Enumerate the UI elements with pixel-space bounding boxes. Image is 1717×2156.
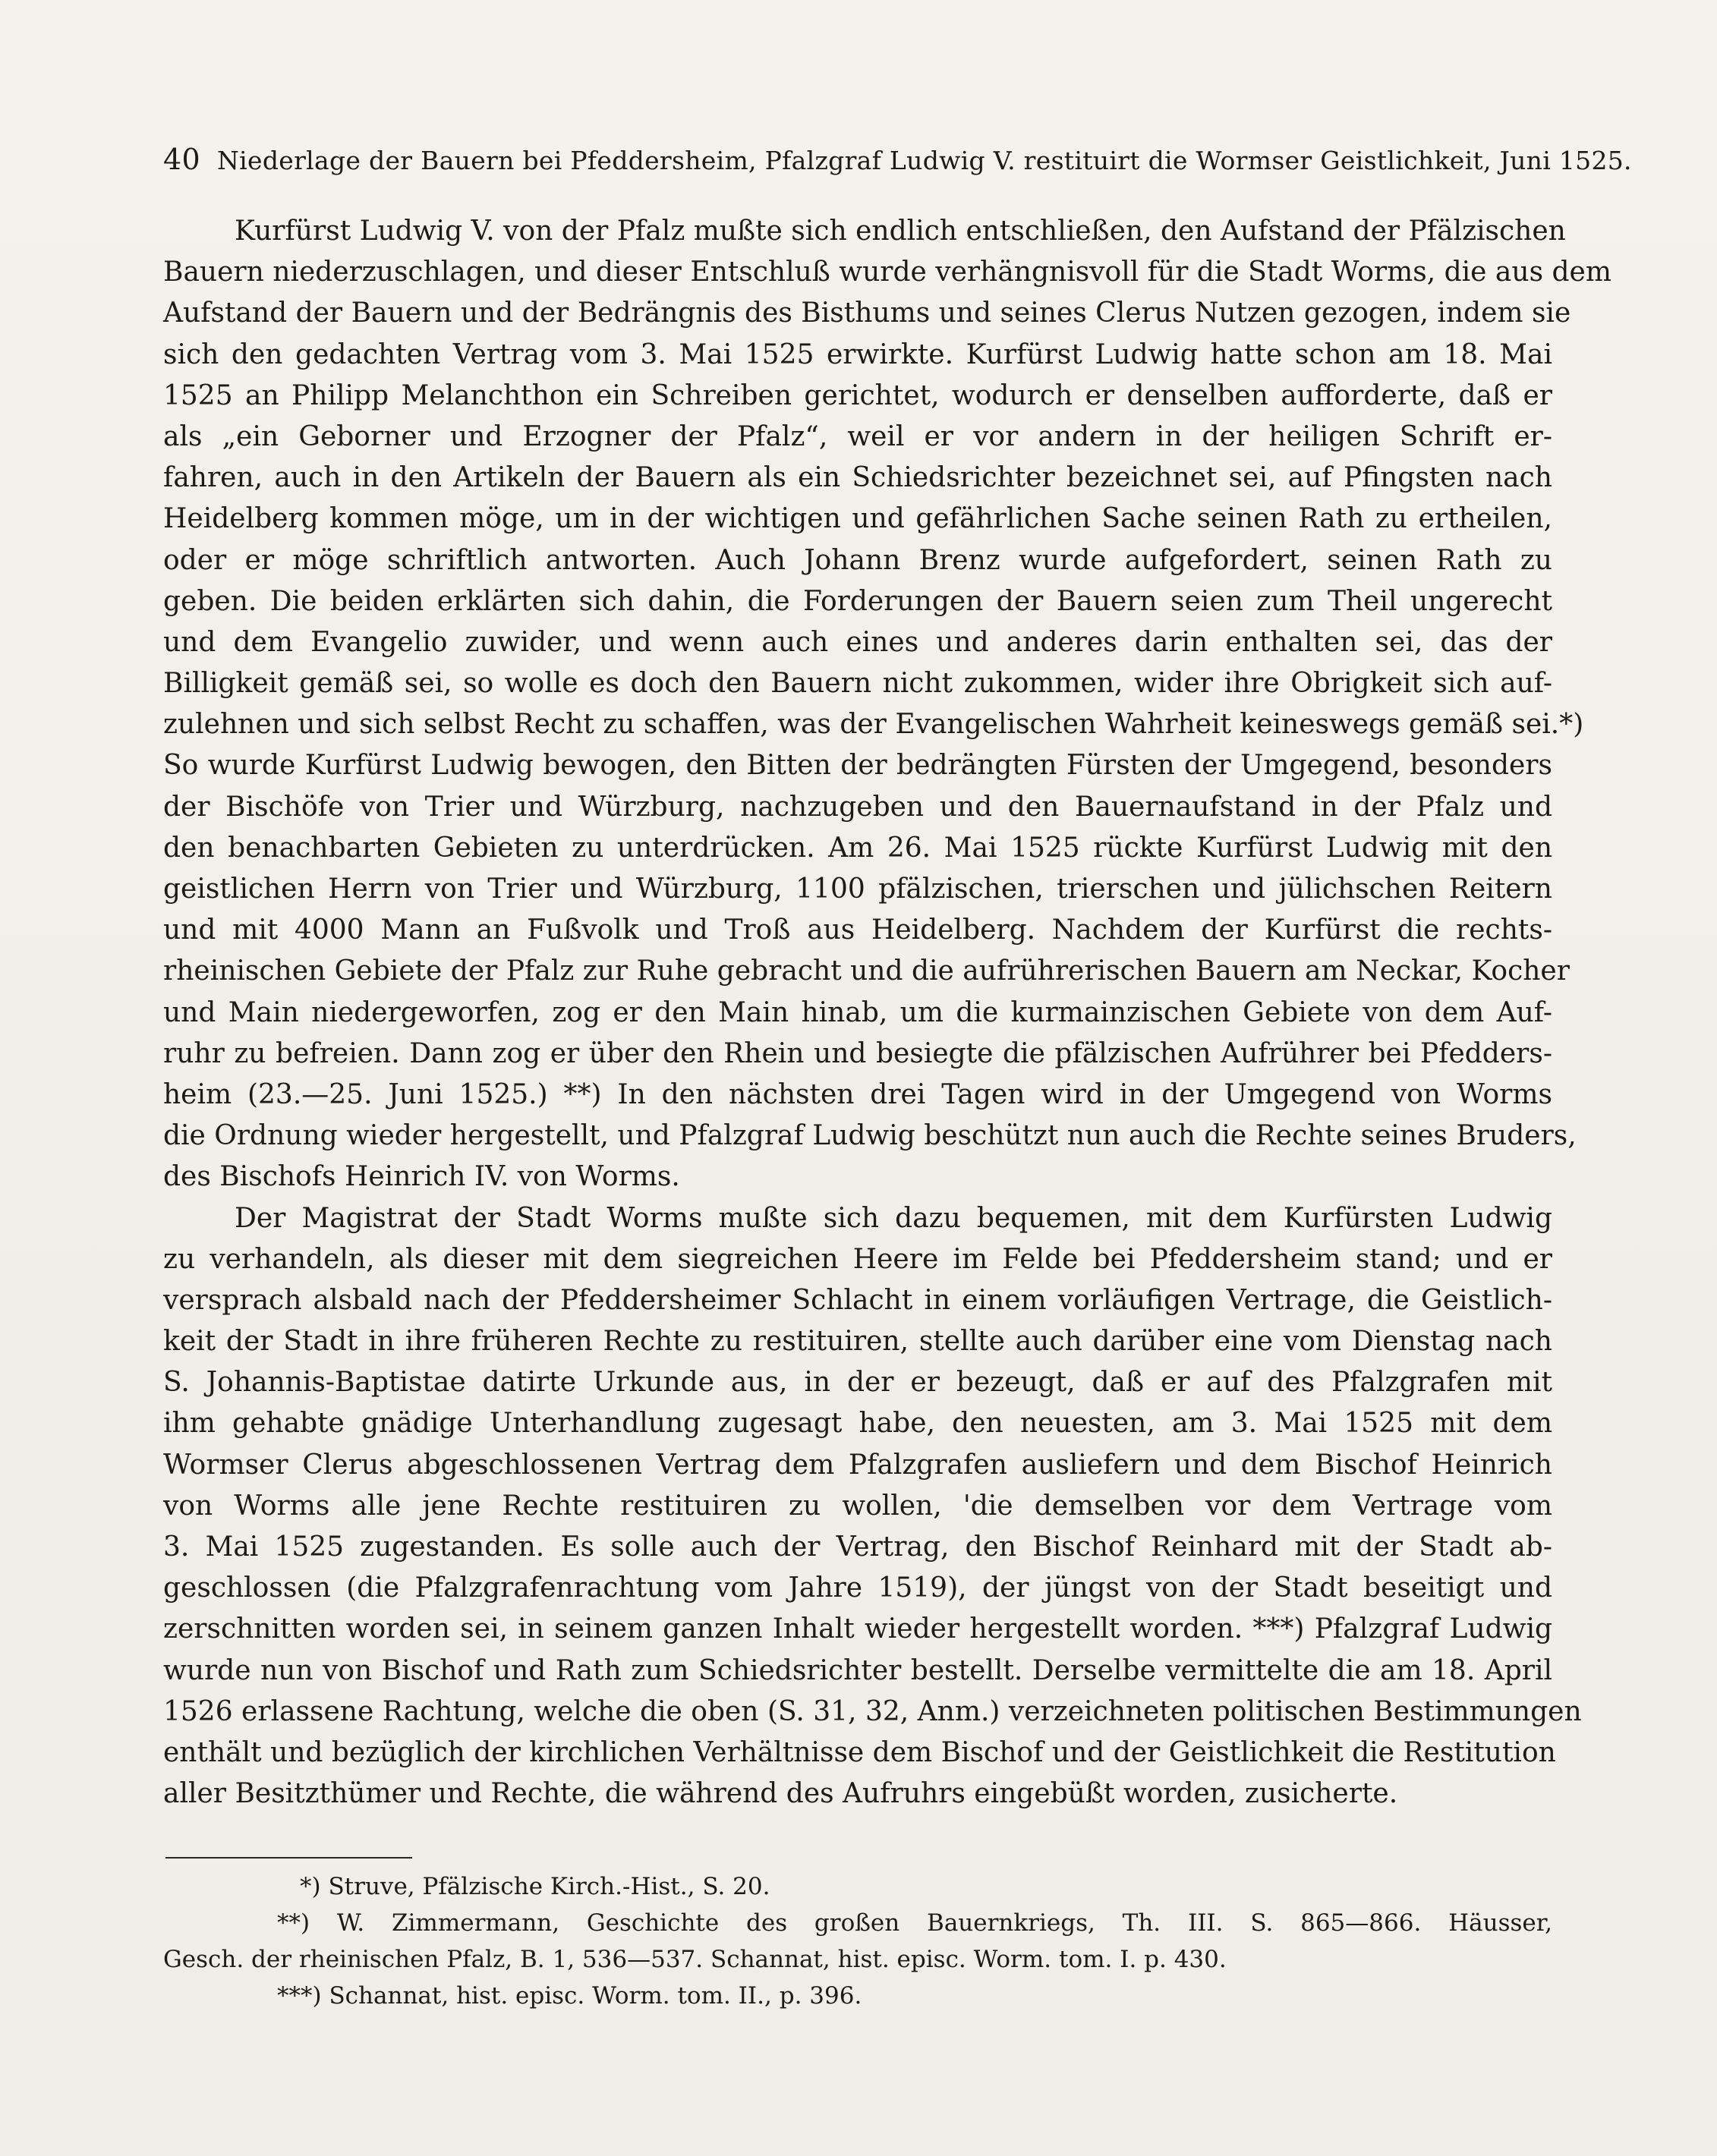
page-number: 40 [163, 143, 200, 176]
text-line: zerschnitten worden sei, in seinem ganzen Inhalt wieder hergestellt worden. ***) Pfalzgraf Ludwig [163, 1613, 1552, 1645]
text-line: zulehnen und sich selbst Recht zu schaffen, was der Evangelischen Wahrheit keineswegs gemäß sei.*) [163, 709, 1584, 741]
text-line: versprach alsbald nach der Pfeddersheimer Schlacht in einem vorläufigen Vertrage, die Geistlich- [163, 1284, 1552, 1316]
text-line: fahren, auch in den Artikeln der Bauern als ein Schiedsrichter bezeichnet sei, auf Pfingsten nach [163, 462, 1552, 494]
text-line: Kurfürst Ludwig V. von der Pfalz mußte sich endlich entschließen, den Aufstand der Pfälzischen [235, 216, 1566, 247]
text-line: 1525 an Philipp Melanchthon ein Schreiben gerichtet, wodurch er denselben aufforderte, daß er [163, 379, 1552, 411]
footnotes [163, 1868, 1552, 2014]
text-line: Wormser Clerus abgeschlossenen Vertrag dem Pfalzgrafen ausliefern und dem Bischof Heinrich [163, 1449, 1552, 1481]
text-line: Aufstand der Bauern und der Bedrängnis des Bisthums und seines Clerus Nutzen gezogen, indem sie [163, 297, 1571, 329]
footnote-continuation: Gesch. der rheinischen Pfalz, B. 1, 536—537. Schannat, hist. episc. Worm. tom. I. p. 430. [163, 1946, 1227, 1973]
text-line: zu verhandeln, als dieser mit dem siegreichen Heere im Felde bei Pfeddersheim stand; und er [163, 1243, 1552, 1275]
footnote: **) W. Zimmermann, Geschichte des großen Bauernkriegs, Th. III. S. 865—866. Häusser, [277, 1909, 1552, 1937]
text-line: enthält und bezüglich der kirchlichen Verhältnisse dem Bischof und der Geistlichkeit die Restitution [163, 1736, 1556, 1768]
text-line: der Bischöfe von Trier und Würzburg, nachzugeben und den Bauernaufstand in der Pfalz und [163, 791, 1552, 823]
text-line: und mit 4000 Mann an Fußvolk und Troß aus Heidelberg. Nachdem der Kurfürst die rechts- [163, 914, 1552, 946]
text-line: keit der Stadt in ihre früheren Rechte zu restituiren, stellte auch darüber eine vom Dienstag nach [163, 1326, 1552, 1358]
text-line: und Main niedergeworfen, zog er den Main hinab, um die kurmainzischen Gebiete von dem Auf- [163, 996, 1552, 1028]
text-line: sich den gedachten Vertrag vom 3. Mai 1525 erwirkte. Kurfürst Ludwig hatte schon am 18. Mai [163, 338, 1552, 370]
body-text [163, 211, 1611, 1815]
text-line: rheinischen Gebiete der Pfalz zur Ruhe gebracht und die aufrührerischen Bauern am Neckar, Kocher [163, 955, 1570, 987]
text-line: ruhr zu befreien. Dann zog er über den Rhein und besiegte die pfälzischen Aufrührer bei Pfedders- [163, 1037, 1552, 1069]
text-line: den benachbarten Gebieten zu unterdrücken. Am 26. Mai 1525 rückte Kurfürst Ludwig mit den [163, 832, 1552, 864]
text-line: heim (23.—25. Juni 1525.) **) In den nächsten drei Tagen wird in der Umgegend von Worms [163, 1078, 1552, 1110]
text-line: des Bischofs Heinrich IV. von Worms. [163, 1161, 680, 1193]
text-line: geschlossen (die Pfalzgrafenrachtung vom Jahre 1519), der jüngst von der Stadt beseitigt und [163, 1572, 1552, 1604]
footnote: ***) Schannat, hist. episc. Worm. tom. II., p. 396. [277, 1982, 862, 2010]
text-line: als „ein Geborner und Erzogner der Pfalz“, weil er vor andern in der heiligen Schrift er- [163, 420, 1552, 452]
text-line: S. Johannis-Baptistae datirte Urkunde aus, in der er bezeugt, daß er auf des Pfalzgrafen mit [163, 1367, 1552, 1399]
text-line: ihm gehabte gnädige Unterhandlung zugesagt habe, den neuesten, am 3. Mai 1525 mit dem [163, 1408, 1552, 1440]
text-line: die Ordnung wieder hergestellt, und Pfalzgraf Ludwig beschützt nun auch die Rechte seines Bruders, [163, 1120, 1577, 1152]
text-line: und dem Evangelio zuwider, und wenn auch eines und anderes darin enthalten sei, das der [163, 626, 1552, 658]
text-line: von Worms alle jene Rechte restituiren zu wollen, 'die demselben vor dem Vertrage vom [163, 1490, 1552, 1522]
text-line: Bauern niederzuschlagen, und dieser Entschluß wurde verhängnisvoll für die Stadt Worms, die aus dem [163, 257, 1611, 288]
text-line: wurde nun von Bischof und Rath zum Schiedsrichter bestellt. Derselbe vermittelte die am 18. April [163, 1654, 1552, 1686]
footnote: *) Struve, Pfälzische Kirch.-Hist., S. 20. [300, 1873, 770, 1900]
text-line: Heidelberg kommen möge, um in der wichtigen und gefährlichen Sache seinen Rath zu ertheilen, [163, 503, 1552, 535]
running-title: Niederlage der Bauern bei Pfeddersheim, Pfalzgraf Ludwig V. restituirt die Wormser Geistlichkeit, Juni 1525. [216, 146, 1632, 175]
running-header [163, 143, 1632, 176]
text-line: aller Besitzthümer und Rechte, die während des Aufruhrs eingebüßt worden, zusicherte. [163, 1778, 1398, 1810]
text-line: So wurde Kurfürst Ludwig bewogen, den Bitten der bedrängten Fürsten der Umgegend, besonders [163, 750, 1552, 782]
text-line: Billigkeit gemäß sei, so wolle es doch den Bauern nicht zukommen, wider ihre Obrigkeit sich auf- [163, 668, 1552, 700]
footnote-divider [165, 1857, 412, 1859]
text-line: Der Magistrat der Stadt Worms mußte sich dazu bequemen, mit dem Kurfürsten Ludwig [235, 1202, 1552, 1234]
text-line: 3. Mai 1525 zugestanden. Es solle auch der Vertrag, den Bischof Reinhard mit der Stadt ab- [163, 1531, 1552, 1563]
text-line: oder er möge schriftlich antworten. Auch Johann Brenz wurde aufgefordert, seinen Rath zu [163, 544, 1552, 576]
text-line: geistlichen Herrn von Trier und Würzburg, 1100 pfälzischen, trierschen und jülichschen Reitern [163, 873, 1552, 905]
text-line: geben. Die beiden erklärten sich dahin, die Forderungen der Bauern seien zum Theil ungerecht [163, 585, 1552, 617]
text-line: 1526 erlassene Rachtung, welche die oben (S. 31, 32, Anm.) verzeichneten politischen Bestimmungen [163, 1695, 1582, 1727]
